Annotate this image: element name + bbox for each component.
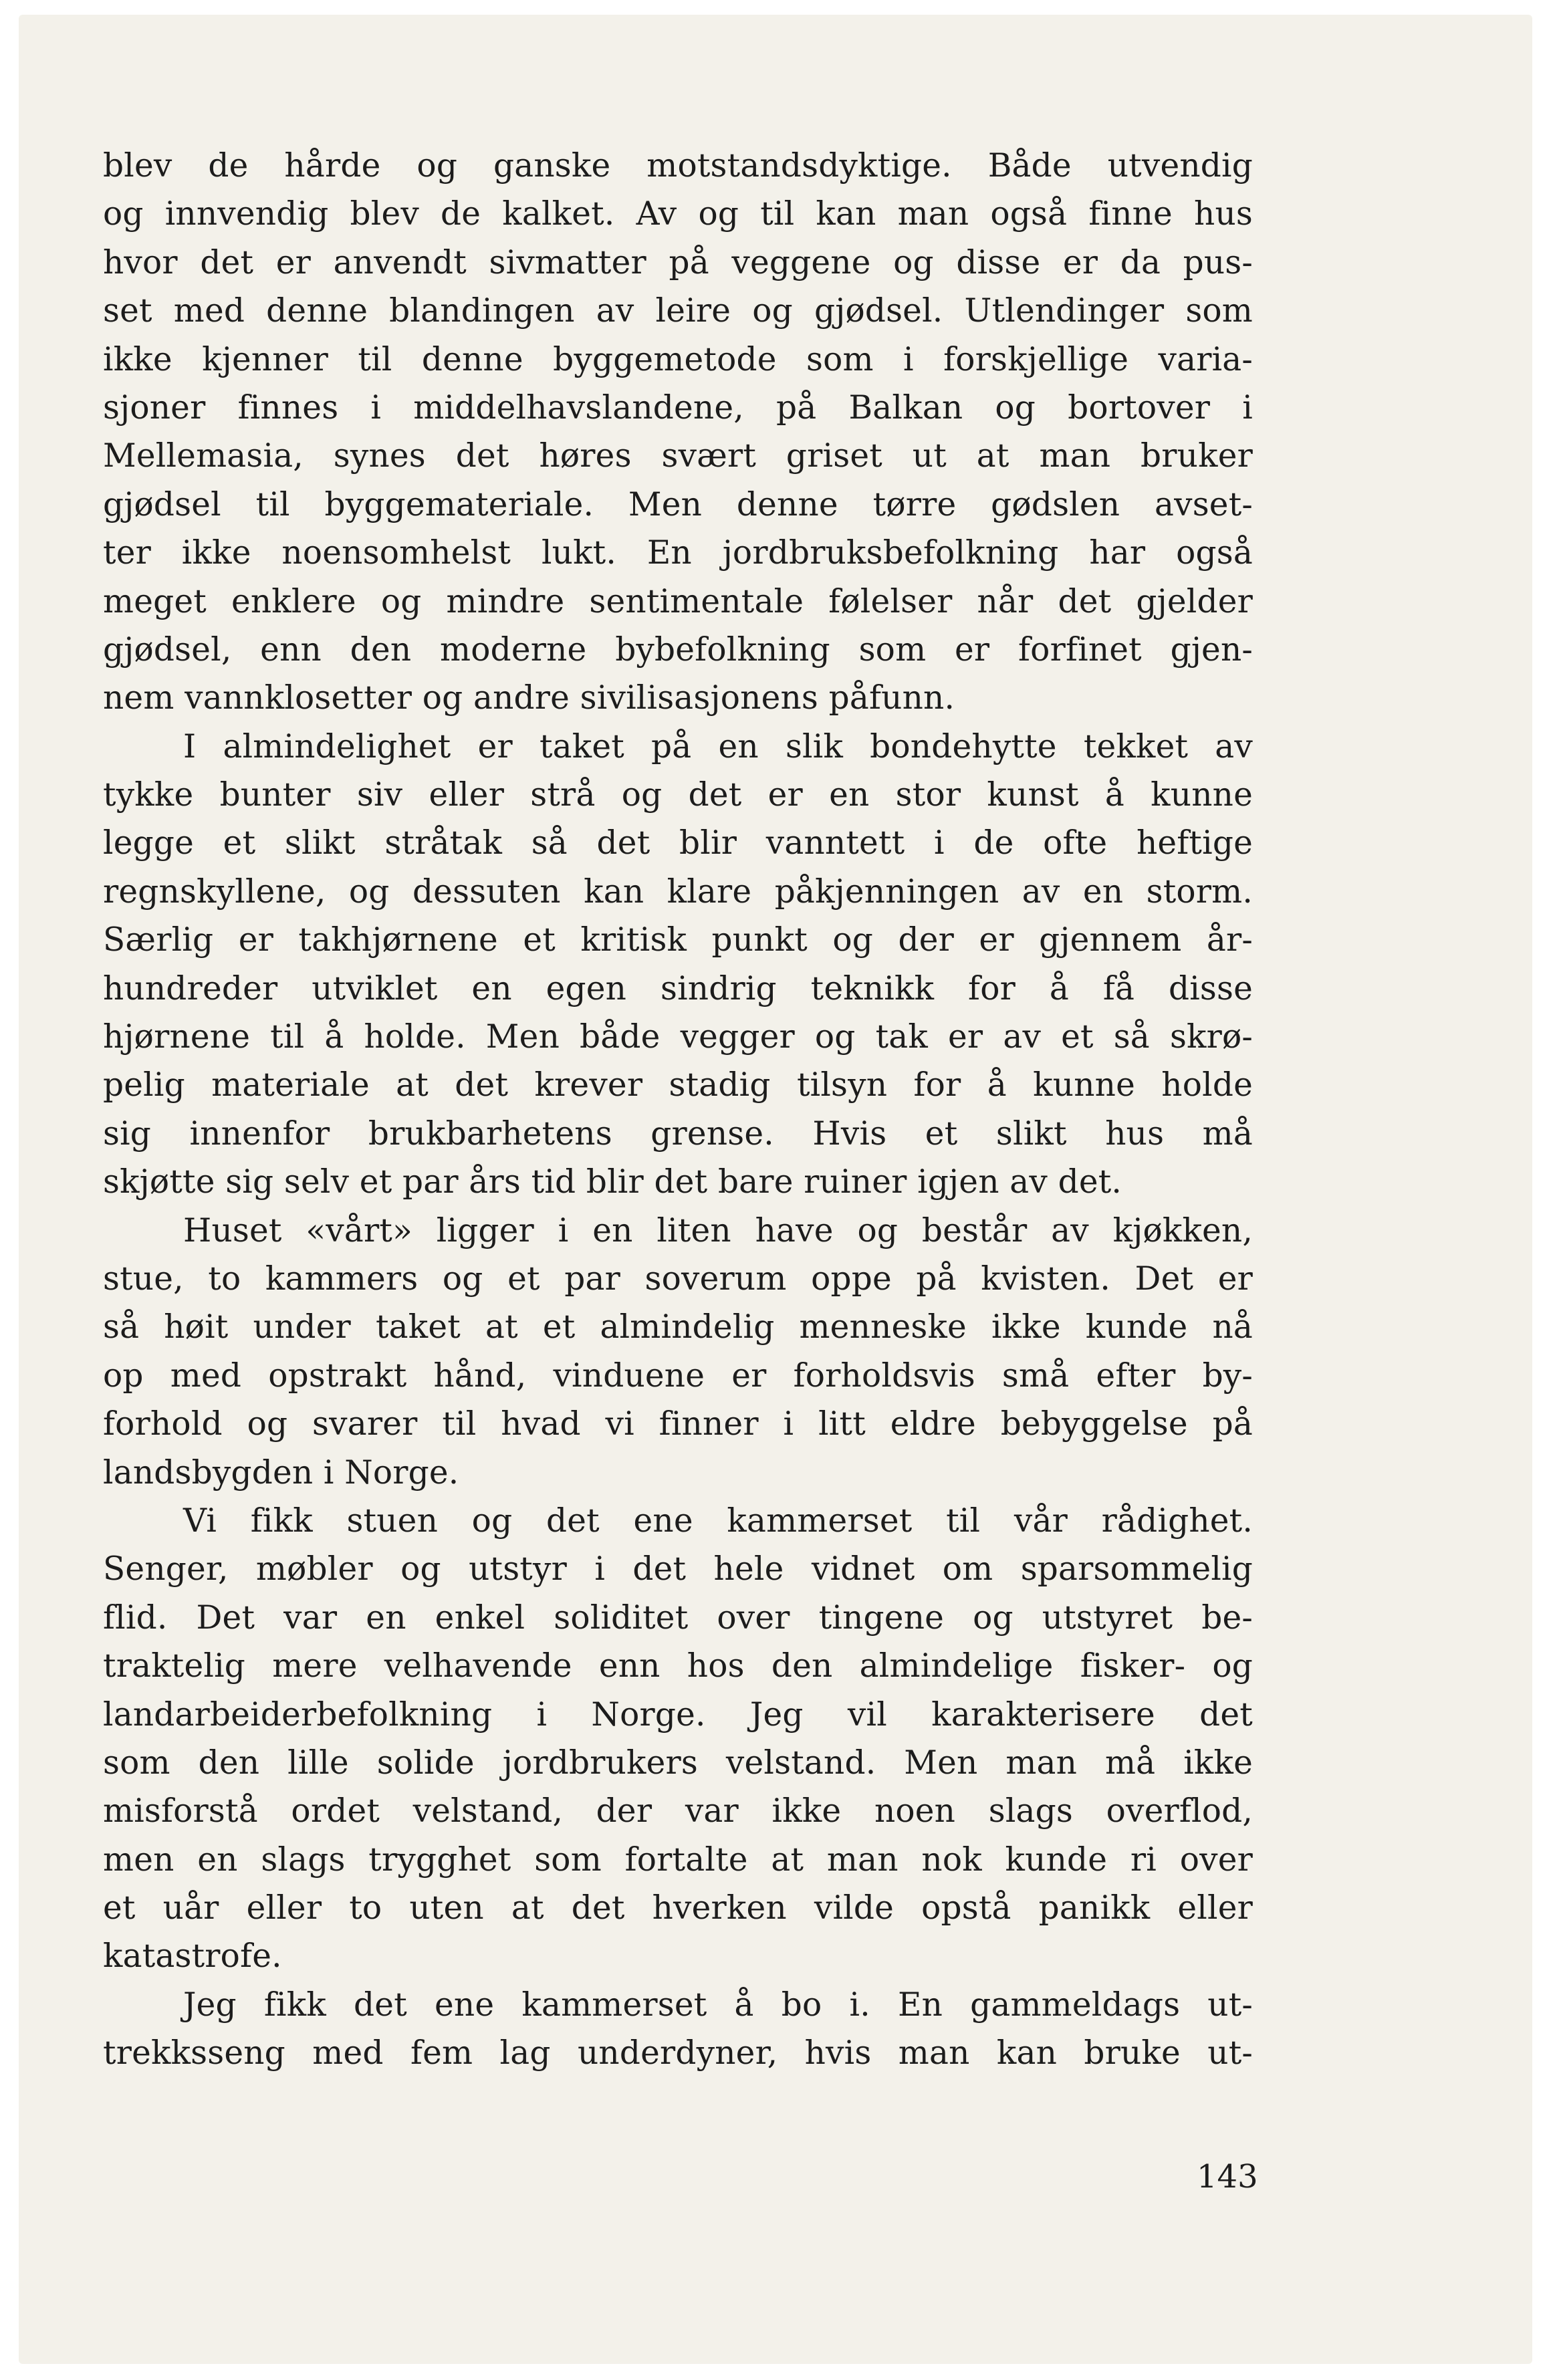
text-line: ikke kjenner til denne byggemetode som i forskjellige varia-: [103, 340, 1253, 378]
text-line: regnskyllene, og dessuten kan klare påkjenningen av en storm.: [103, 872, 1253, 911]
text-line: set med denne blandingen av leire og gjødsel. Utlendinger som: [103, 292, 1253, 330]
text-line: skjøtte sig selv et par års tid blir det bare ruiner igjen av det.: [103, 1163, 1122, 1201]
page-number: 143: [1197, 2158, 1258, 2195]
text-line: trekksseng med fem lag underdyner, hvis man kan bruke ut-: [103, 2034, 1253, 2072]
text-line: Huset «vårt» ligger i en liten have og består av kjøkken,: [183, 1211, 1253, 1250]
paragraph: [103, 1497, 1253, 1981]
text-line: forhold og svarer til hvad vi finner i litt eldre bebyggelse på: [103, 1405, 1253, 1443]
text-line: Vi fikk stuen og det ene kammerset til vår rådighet.: [183, 1502, 1253, 1540]
text-line: blev de hårde og ganske motstandsdyktige. Både utvendig: [103, 147, 1253, 185]
text-line: Særlig er takhjørnene et kritisk punkt og der er gjennem år-: [103, 921, 1253, 959]
text-line: landsbygden i Norge.: [103, 1453, 459, 1492]
text-line: misforstå ordet velstand, der var ikke noen slags overflod,: [103, 1792, 1253, 1830]
text-line: Mellemasia, synes det høres svært griset ut at man bruker: [103, 437, 1253, 475]
text-line: ter ikke noensomhelst lukt. En jordbruksbefolkning har også: [103, 534, 1253, 572]
text-line: som den lille solide jordbrukers velstand. Men man må ikke: [103, 1744, 1253, 1782]
body-text: [103, 142, 1253, 2078]
text-line: tykke bunter siv eller strå og det er en stor kunst å kunne: [103, 776, 1253, 814]
text-line: Senger, møbler og utstyr i det hele vidnet om sparsommelig: [103, 1550, 1253, 1588]
text-line: gjødsel til byggemateriale. Men denne tørre gødslen avset-: [103, 485, 1253, 523]
text-line: men en slags trygghet som fortalte at man nok kunde ri over: [103, 1840, 1253, 1879]
text-line: traktelig mere velhavende enn hos den almindelige fisker- og: [103, 1647, 1253, 1685]
text-line: stue, to kammers og et par soverum oppe på kvisten. Det er: [103, 1260, 1253, 1298]
text-line: et uår eller to uten at det hverken vilde opstå panikk eller: [103, 1889, 1253, 1927]
paragraph: [103, 1207, 1253, 1497]
text-line: så høit under taket at et almindelig menneske ikke kunde nå: [103, 1308, 1253, 1346]
text-line: hundreder utviklet en egen sindrig teknikk for å få disse: [103, 969, 1253, 1007]
text-line: gjødsel, enn den moderne bybefolkning som er forfinet gjen-: [103, 630, 1253, 669]
text-line: hjørnene til å holde. Men både vegger og tak er av et så skrø-: [103, 1018, 1253, 1056]
paragraph: [103, 142, 1253, 723]
paragraph: [103, 1981, 1253, 2078]
text-line: hvor det er anvendt sivmatter på veggene og disse er da pus-: [103, 243, 1253, 281]
text-line: pelig materiale at det krever stadig tilsyn for å kunne holde: [103, 1066, 1253, 1104]
text-line: nem vannklosetter og andre sivilisasjonens påfunn.: [103, 679, 955, 717]
paragraph: [103, 723, 1253, 1207]
text-line: meget enklere og mindre sentimentale følelser når det gjelder: [103, 582, 1253, 620]
text-line: legge et slikt stråtak så det blir vanntett i de ofte heftige: [103, 824, 1253, 862]
text-line: og innvendig blev de kalket. Av og til kan man også finne hus: [103, 195, 1253, 233]
text-line: I almindelighet er taket på en slik bondehytte tekket av: [183, 727, 1253, 765]
text-line: katastrofe.: [103, 1937, 282, 1976]
text-line: Jeg fikk det ene kammerset å bo i. En gammeldags ut-: [183, 1986, 1253, 2024]
text-line: sig innenfor brukbarhetens grense. Hvis et slikt hus må: [103, 1114, 1253, 1153]
text-line: op med opstrakt hånd, vinduene er forholdsvis små efter by-: [103, 1356, 1253, 1395]
text-line: landarbeiderbefolkning i Norge. Jeg vil karakterisere det: [103, 1695, 1253, 1734]
text-line: sjoner finnes i middelhavslandene, på Balkan og bortover i: [103, 388, 1253, 427]
text-line: flid. Det var en enkel soliditet over tingene og utstyret be-: [103, 1598, 1253, 1637]
